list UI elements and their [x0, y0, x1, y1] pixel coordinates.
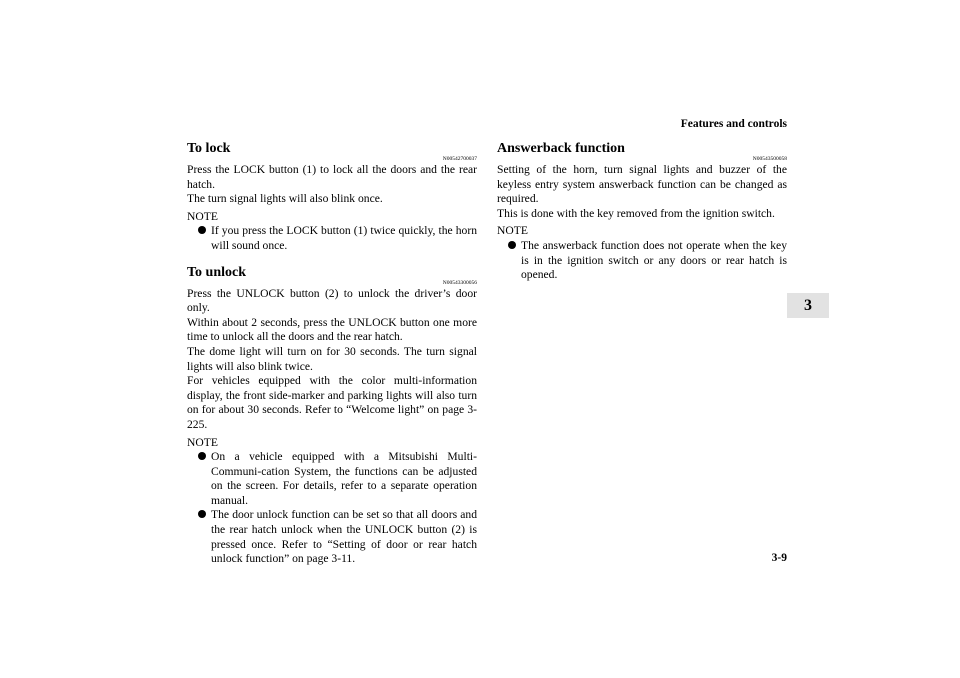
bullet-text: On a vehicle equipped with a Mitsubishi Multi-Communi-cation System, the functions can be adjusted on the screen. For details, refer to a separate operation manual.	[211, 450, 477, 507]
bullet-dot-icon	[508, 241, 516, 249]
section-answerback-function	[497, 140, 787, 283]
paragraph: Press the UNLOCK button (2) to unlock the driver’s door only.	[187, 286, 477, 315]
paragraph: This is done with the key removed from the ignition switch.	[497, 206, 775, 220]
section-code: N00543500058	[752, 156, 787, 162]
left-column	[187, 140, 477, 577]
note-bullet	[187, 450, 477, 508]
paragraph: Press the LOCK button (1) to lock all the doors and the rear hatch.	[187, 163, 477, 191]
section-code: N00543300056	[442, 279, 477, 286]
section-heading: Answerback function	[497, 141, 625, 156]
note-label: NOTE	[187, 209, 218, 223]
paragraph: The turn signal lights will also blink once.	[187, 192, 383, 206]
note-bullet	[187, 508, 477, 566]
note-bullet	[187, 224, 477, 253]
note-label: NOTE	[187, 435, 218, 449]
right-column	[497, 140, 787, 293]
page-number: 3-9	[771, 552, 787, 564]
section-heading: To lock	[187, 141, 231, 156]
bullet-text: The door unlock function can be set so that all doors and the rear hatch unlock when the UNLOCK button (2) is pressed once. Refer to “Setting of door or rear hatch unlock function” on page 3-11.	[211, 508, 477, 566]
section-heading: To unlock	[187, 264, 247, 280]
bullet-text: If you press the LOCK button (1) twice quickly, the horn will sound once.	[211, 224, 477, 252]
section-to-unlock	[187, 264, 477, 567]
chapter-tab: 3	[787, 293, 829, 318]
section-code: N00542700037	[442, 156, 477, 162]
bullet-text: The answerback function does not operate when the key is in the ignition switch or any doors or rear hatch is opened.	[521, 238, 787, 282]
running-header: Features and controls	[680, 118, 787, 130]
bullet-dot-icon	[198, 452, 206, 460]
section-to-lock	[187, 140, 477, 254]
bullet-dot-icon	[198, 226, 206, 234]
paragraph: For vehicles equipped with the color multi-information display, the front side-marker and parking lights will also turn on for about 30 seconds. Refer to “Welcome light” on page 3-225.	[187, 374, 477, 431]
paragraph: The dome light will turn on for 30 seconds. The turn signal lights will also blink twice.	[187, 344, 477, 373]
paragraph: Setting of the horn, turn signal lights and buzzer of the keyless entry system answerback function can be changed as required.	[497, 163, 787, 206]
paragraph: Within about 2 seconds, press the UNLOCK button one more time to unlock all the doors and the rear hatch.	[187, 315, 477, 344]
note-bullet	[497, 239, 787, 283]
note-label: NOTE	[497, 224, 528, 238]
bullet-dot-icon	[198, 510, 206, 518]
